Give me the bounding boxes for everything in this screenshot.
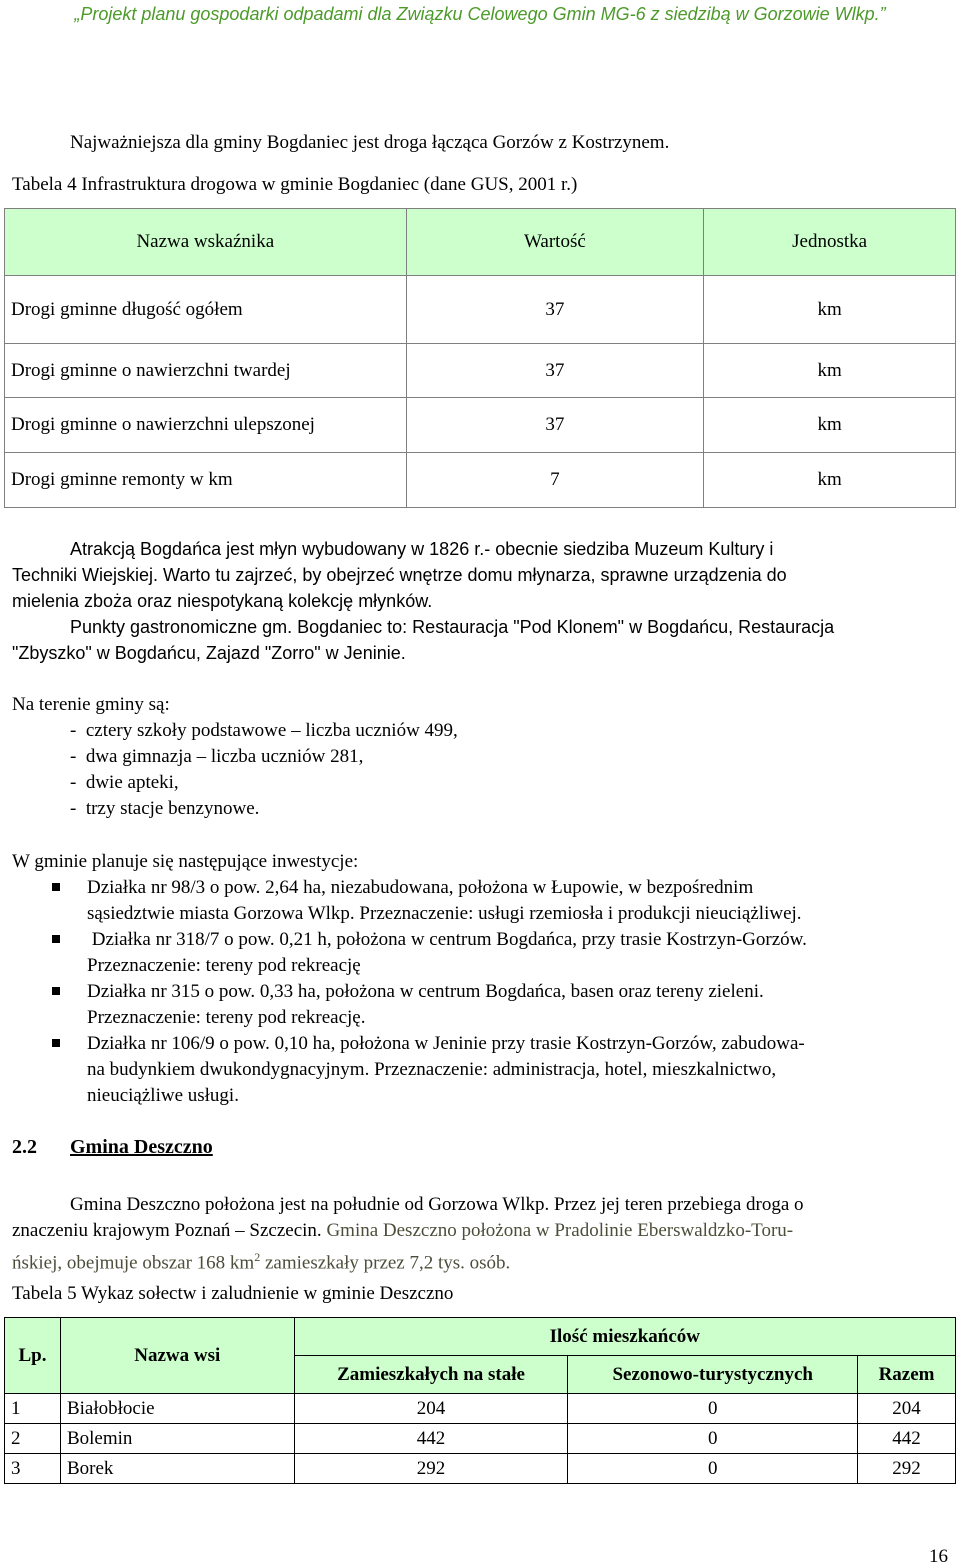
square-bullet-icon	[52, 1039, 60, 1047]
header-seasonal: Sezonowo-turystycznych	[568, 1356, 858, 1394]
table-header-row	[5, 1318, 956, 1356]
row-unit: km	[704, 344, 956, 398]
intro-line: Najważniejsza dla gminy Bogdaniec jest droga łącząca Gorzów z Kostrzynem.	[70, 132, 670, 153]
header-value: Wartość	[406, 209, 704, 276]
paragraph-line: mielenia zboża oraz niespotykaną kolekcję młynków.	[12, 591, 433, 611]
square-bullet-icon	[52, 935, 60, 943]
row-unit: km	[704, 398, 956, 453]
page-number: 16	[929, 1546, 948, 1567]
paragraph-deszczno	[12, 1192, 804, 1276]
villages-population-table	[4, 1317, 956, 1484]
facilities-intro: Na terenie gminy są:	[12, 694, 170, 715]
list-item: - dwie apteki,	[70, 772, 179, 793]
square-bullet-icon	[52, 987, 60, 995]
list-item: - trzy stacje benzynowe.	[70, 798, 260, 819]
list-item: - dwa gimnazja – liczba uczniów 281,	[70, 746, 364, 767]
paragraph-line: Techniki Wiejskiej. Warto tu zajrzeć, by obejrzeć wnętrze domu młynarza, sprawne urządzenia do	[12, 565, 787, 585]
paragraph-line: "Zbyszko" w Bogdańcu, Zajazd "Zorro" w Jeninie.	[12, 643, 406, 663]
header-residents-group: Ilość mieszkańców	[294, 1318, 955, 1356]
header-village-name: Nazwa wsi	[60, 1318, 294, 1394]
row-name: Drogi gminne o nawierzchni twardej	[5, 344, 407, 398]
row-value: 37	[406, 398, 704, 453]
row-name: Drogi gminne o nawierzchni ulepszonej	[5, 398, 407, 453]
square-bullet-icon	[52, 883, 60, 891]
document-header-title: „Projekt planu gospodarki odpadami dla Związku Celowego Gmin MG-6 z siedzibą w Gorzowie Wlkp.”	[74, 4, 886, 24]
paragraph-line: Gmina Deszczno położona jest na południe od Gorzowa Wlkp. Przez jej teren przebiega droga o	[70, 1194, 804, 1215]
row-value: 37	[406, 276, 704, 344]
road-infrastructure-table	[4, 208, 956, 508]
list-item: Działka nr 98/3 o pow. 2,64 ha, niezabudowana, położona w Łupowie, w bezpośrednim sąsiedztwie miasta Gorzowa Wlkp. Przeznaczenie: usługi rzemiosła i produkcji nieuciążliwej.	[87, 877, 802, 924]
row-name: Drogi gminne remonty w km	[5, 453, 407, 508]
header-total: Razem	[858, 1356, 956, 1394]
section-heading	[12, 1136, 213, 1159]
list-item: - cztery szkoły podstawowe – liczba uczniów 499,	[70, 720, 458, 741]
paragraph-line: znaczeniu krajowym Poznań – Szczecin. Gmina Deszczno położona w Pradolinie Eberswaldzko-Toru-	[12, 1220, 794, 1241]
table-header-row	[5, 209, 956, 276]
table-row	[5, 344, 956, 398]
table-row: 1 Białobłocie 204 0 204	[5, 1394, 956, 1424]
paragraph-line: Punkty gastronomiczne gm. Bogdaniec to: Restauracja "Pod Klonem" w Bogdańcu, Restauracja	[70, 617, 835, 637]
section-number: 2.2	[12, 1136, 37, 1158]
header-unit: Jednostka	[704, 209, 956, 276]
table-row	[5, 453, 956, 508]
list-item: Działka nr 315 o pow. 0,33 ha, położona w centrum Bogdańca, basen oraz tereny zieleni. Przeznaczenie: tereny pod rekreację.	[87, 981, 764, 1028]
facilities-list	[70, 718, 458, 822]
table-row: 3 Borek 292 0 292	[5, 1454, 956, 1484]
table-row	[5, 398, 956, 453]
paragraph-line: Atrakcją Bogdańca jest młyn wybudowany w 1826 r.- obecnie siedziba Muzeum Kultury i	[70, 539, 774, 559]
table4-caption: Tabela 4 Infrastruktura drogowa w gminie Bogdaniec (dane GUS, 2001 r.)	[12, 174, 578, 195]
list-item: Działka nr 106/9 o pow. 0,10 ha, położona w Jeninie przy trasie Kostrzyn-Gorzów, zabudowa- na budynkiem dwukondygnacyjnym. Przeznaczenie: administracja, hotel, mieszkalnictwo, nieuciążliwe usługi.	[87, 1033, 805, 1106]
row-value: 37	[406, 344, 704, 398]
header-lp: Lp.	[5, 1318, 61, 1394]
table-row: 2 Bolemin 442 0 442	[5, 1424, 956, 1454]
paragraph-line: ńskiej, obejmuje obszar 168 $km^2$ zamieszkały przez 7,2 tys. osób.	[12, 1250, 511, 1274]
header-permanent: Zamieszkałych na stałe	[294, 1356, 568, 1394]
row-value: 7	[406, 453, 704, 508]
investments-intro: W gminie planuje się następujące inwestycje:	[12, 851, 359, 872]
paragraph-bogdaniec-attractions	[12, 536, 834, 666]
row-unit: km	[704, 276, 956, 344]
row-name: Drogi gminne długość ogółem	[5, 276, 407, 344]
table-row	[5, 276, 956, 344]
row-unit: km	[704, 453, 956, 508]
header-indicator-name: Nazwa wskaźnika	[5, 209, 407, 276]
list-item: Działka nr 318/7 o pow. 0,21 h, położona w centrum Bogdańca, przy trasie Kostrzyn-Gorzów. Przeznaczenie: tereny pod rekreację	[87, 929, 807, 976]
section-title: Gmina Deszczno	[70, 1136, 213, 1158]
table5-caption: Tabela 5 Wykaz sołectw i zaludnienie w gminie Deszczno	[12, 1283, 454, 1304]
